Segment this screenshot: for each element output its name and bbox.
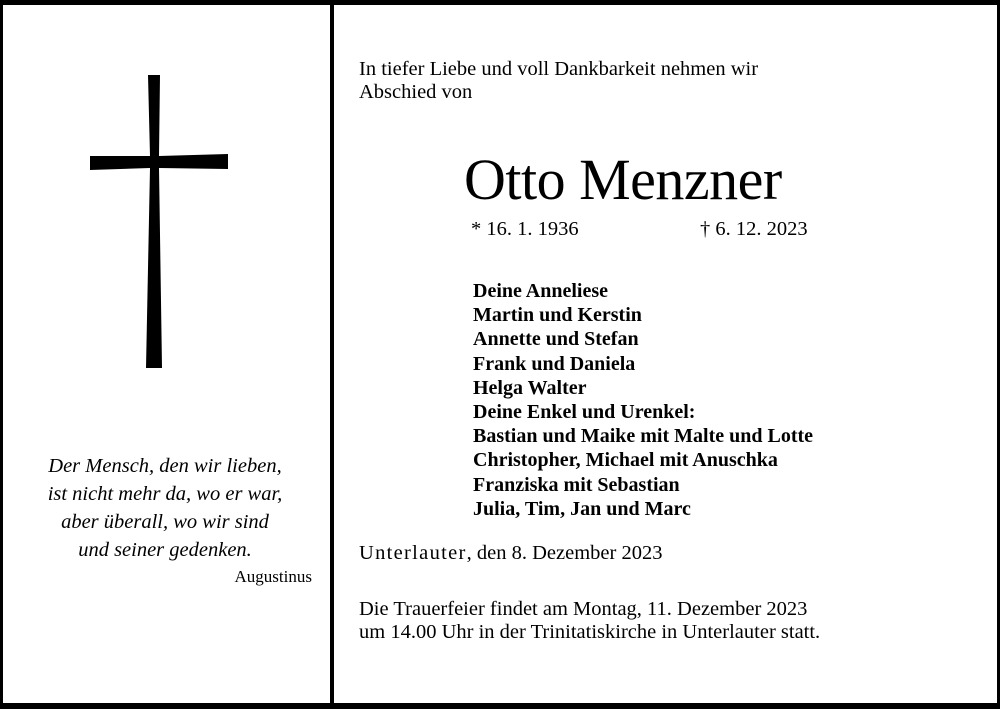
intro-line: Abschied von xyxy=(359,81,473,103)
funeral-info xyxy=(359,598,820,644)
birth-date: * 16. 1. 1936 xyxy=(471,218,579,240)
quote-author: Augustinus xyxy=(234,567,312,586)
family-member: Martin und Kerstin xyxy=(473,304,642,327)
death-date: † 6. 12. 2023 xyxy=(700,218,808,240)
notice-date: , den 8. Dezember 2023 xyxy=(466,542,663,564)
intro-line: In tiefer Liebe und voll Dankbarkeit nehmen wir xyxy=(359,58,759,80)
family-member: Deine Enkel und Urenkel: xyxy=(473,401,696,424)
family-member: Julia, Tim, Jan und Marc xyxy=(473,497,691,520)
family-member: Bastian und Maike mit Malte und Lotte xyxy=(473,425,814,448)
family-member: Annette und Stefan xyxy=(473,328,639,351)
quote-line: Der Mensch, den wir lieben, xyxy=(48,455,282,477)
panel-divider xyxy=(330,0,334,709)
family-member: Helga Walter xyxy=(473,376,587,399)
family-list xyxy=(473,279,813,521)
funeral-line: Die Trauerfeier findet am Montag, 11. Dezember 2023 xyxy=(359,598,808,620)
place-date xyxy=(359,542,662,565)
quote-line: und seiner gedenken. xyxy=(78,539,252,561)
funeral-line: um 14.00 Uhr in der Trinitatiskirche in Unterlauter statt. xyxy=(359,621,821,643)
family-member: Deine Anneliese xyxy=(473,280,608,302)
intro-text xyxy=(359,58,758,104)
quote-line: ist nicht mehr da, wo er war, xyxy=(47,483,283,505)
place-name: Unterlauter xyxy=(359,542,467,564)
quote-line: aber überall, wo wir sind xyxy=(61,511,269,533)
deceased-name: Otto Menzner xyxy=(464,147,782,212)
family-member: Christopher, Michael mit Anuschka xyxy=(473,449,778,472)
cross-icon xyxy=(85,72,235,372)
family-member: Franziska mit Sebastian xyxy=(473,473,680,496)
family-member: Frank und Daniela xyxy=(473,352,636,375)
quote xyxy=(10,452,320,564)
